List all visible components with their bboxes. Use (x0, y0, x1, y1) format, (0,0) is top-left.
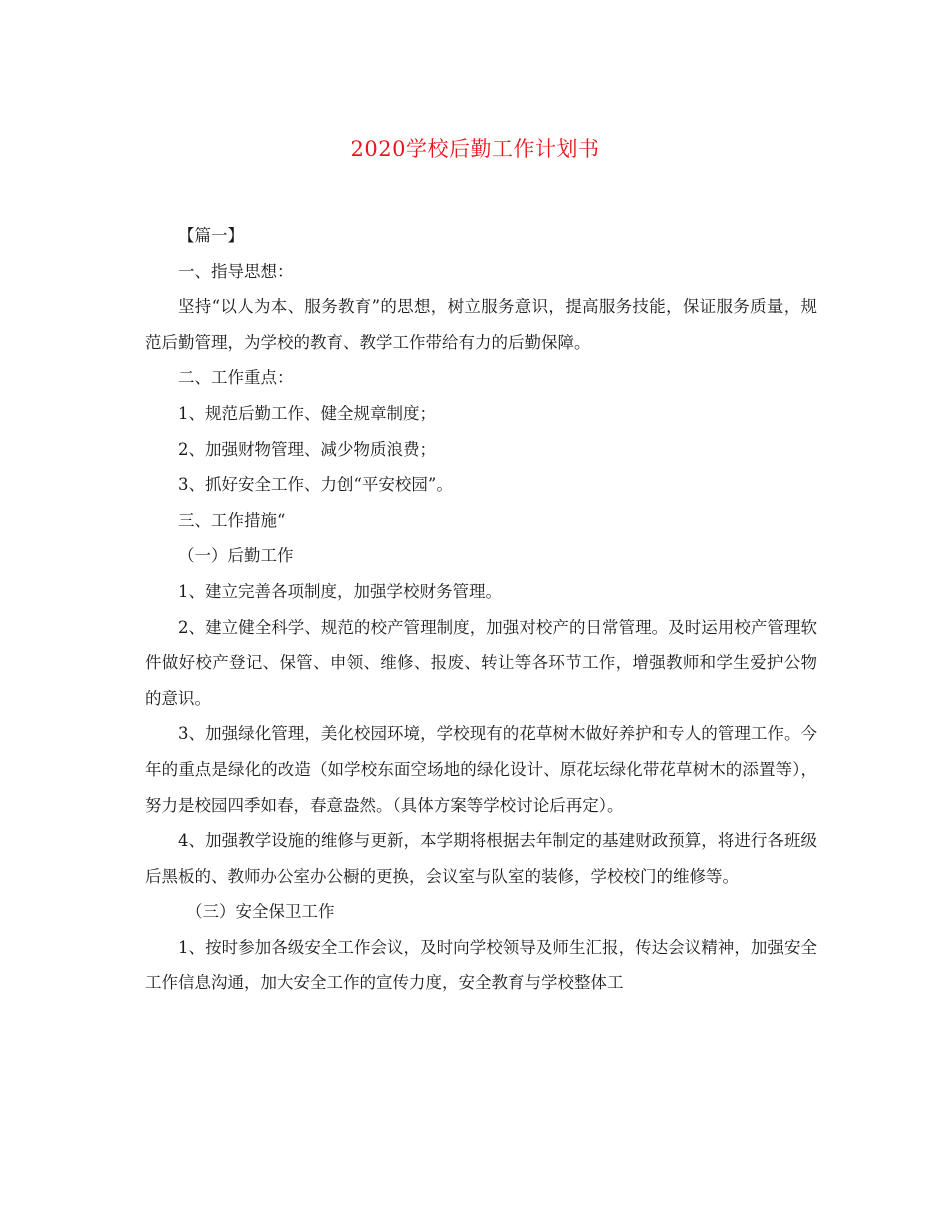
subheading-logistics: （一）后勤工作 (178, 546, 294, 566)
list-item: 3、抓好安全工作、力创“平安校园”。 (178, 475, 453, 495)
heading-work-focus: 二、工作重点： (178, 368, 294, 388)
list-item: 4、加强教学设施的维修与更新，本学期将根据去年制定的基建财政预算，将进行各班级后黑板的、教师办公室办公橱的更换，会议室与队室的装修，学校校门的维修等。 (145, 831, 817, 886)
paragraph-guiding-thought: 坚持“以人为本、服务教育”的思想，树立服务意识，提高服务技能，保证服务质量，规范后勤管理，为学校的教育、教学工作带给有力的后勤保障。 (145, 297, 817, 352)
list-item: 1、按时参加各级安全工作会议，及时向学校领导及师生汇报，传达会议精神，加强安全工作信息沟通，加大安全工作的宣传力度，安全教育与学校整体工 (145, 937, 817, 993)
list-item: 1、规范后勤工作、健全规章制度； (178, 403, 436, 423)
document-title: 2020学校后勤工作计划书 (350, 137, 600, 161)
section-label: 【篇一】 (178, 226, 244, 245)
list-item: 3、加强绿化管理，美化校园环境，学校现有的花草树木做好养护和专人的管理工作。今年的重点是绿化的改造（如学校东面空场地的绿化设计、原花坛绿化带花草树木的添置等），努力是校园四季如春，春意盎然。（具体方案等学校讨论后再定）。 (145, 724, 817, 815)
heading-work-measures: 三、工作措施“ (178, 510, 286, 530)
list-item: 1、建立完善各项制度，加强学校财务管理。 (178, 581, 502, 601)
document-body (145, 218, 817, 1001)
heading-guiding-thought: 一、指导思想： (178, 261, 294, 281)
subheading-security: （三）安全保卫工作 (186, 902, 335, 922)
list-item: 2、加强财物管理、减少物质浪费； (178, 439, 436, 459)
list-item: 2、建立健全科学、规范的校产管理制度，加强对校产的日常管理。及时运用校产管理软件做好校产登记、保管、申领、维修、报废、转让等各环节工作，增强教师和学生爱护公物的意识。 (145, 617, 817, 708)
